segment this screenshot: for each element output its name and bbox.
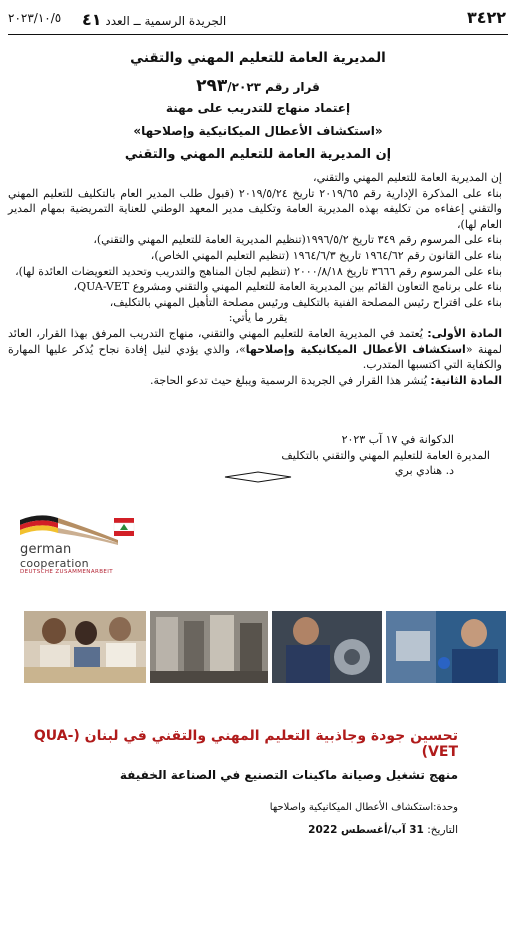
preamble-item: بناء على المذكرة الإدارية رقم ٢٠١٩/٦٥ تاريخ ٢٠١٩/٥/٢٤ (قبول طلب المدير العام بالتكليف للتعليم المهني والتقني إعفاءه من تكليفه بهذه المديرية العامة وتكليف مدير المعهد الوطني للعناية التمريضية بمهام المدير العام لها)، xyxy=(8,186,502,231)
article-1-text-b: »، والذي يؤدي لنيل إفادة نجاح يُذكر عليها المهارة والكفاية التي اكتسبها المتدرب. xyxy=(8,342,502,372)
signature-date: الدكوانة في ١٧ آب ٢٠٢٣ xyxy=(341,433,454,446)
article-2-text: يُنشر هذا القرار في الجريدة الرسمية ويبلغ حيث تدعو الحاجة. xyxy=(150,373,427,387)
separator-diamond-icon xyxy=(224,471,292,483)
article-1-text-a: يُعتمد في المديرية العامة للتعليم المهني والتقني، منهاج التدريب المرفق بهذا القرار، العائد لمهنة « xyxy=(8,326,502,356)
cover-subtitle: منهج تشغيل وصيانة ماكينات التصنيع في الصناعة الخفيفة xyxy=(119,768,458,782)
preamble-item: بناء على المرسوم رقم ٣٦٦٦ تاريخ ٢٠٠٠/٨/١٨ (تنظيم لجان المناهج والتدريب وتحديد التعويضات العائدة لها)، xyxy=(15,264,502,278)
signature-title: المديرة العامة للتعليم المهني والتقني بالتكليف xyxy=(281,448,490,462)
decree-authority: المديرية العامة للتعليم المهني والتقني xyxy=(130,50,386,66)
preamble-item: بناء على المرسوم رقم ٣٤٩ تاريخ ١٩٩٦/٥/٢(تنظيم المديرية العامة للتعليم المهني والتقني)، xyxy=(93,233,502,247)
header-rule xyxy=(8,34,508,35)
logo-word-german: german xyxy=(20,542,72,557)
workshop-students-photo-icon xyxy=(24,611,146,683)
preamble-item: إن المديرية العامة للتعليم المهني والتقني، xyxy=(313,171,502,184)
cover-date-label: التاريخ: xyxy=(427,824,458,836)
gazette-title xyxy=(82,10,226,29)
machine-parts-photo-icon xyxy=(150,611,268,683)
decree-subject-line1: إعتماد منهاج للتدريب على مهنة xyxy=(165,101,351,115)
cover-date xyxy=(308,824,458,836)
photo-strip xyxy=(24,611,506,683)
flags-swoosh-icon xyxy=(18,510,138,546)
decree-body xyxy=(8,170,508,388)
article-2-label: المادة الثانية: xyxy=(430,373,502,387)
decree-number-value: ٢٩٣ xyxy=(196,76,228,96)
preamble-item: بناء على القانون رقم ١٩٦٤/٦٢ تاريخ ١٩٦٤/٦/٣ (تنظيم التعليم المهني الخاص)، xyxy=(150,248,502,262)
decree-number-label: قرار رقم xyxy=(265,80,320,94)
decree-number xyxy=(20,76,496,96)
mechanic-repair-photo-icon xyxy=(272,611,382,683)
article-2 xyxy=(8,373,508,389)
issue-date: ٢٠٢٣/١٠/٥ xyxy=(8,11,62,25)
page-number: ٣٤٢٢ xyxy=(466,8,506,27)
article-1-trade: استكشاف الأعطال الميكانيكية وإصلاحها xyxy=(245,342,466,356)
article-1 xyxy=(8,326,508,373)
logo-word-deutsche: DEUTSCHE ZUSAMMENARBEIT xyxy=(20,569,114,575)
cover-date-value: 31 آب/أغسطس 2022 xyxy=(308,824,424,836)
logo-word-cooperation: cooperation xyxy=(20,557,89,570)
issue-number: ٤١ xyxy=(82,10,102,29)
lab-technician-photo-icon xyxy=(386,611,506,683)
preamble-item: بناء على برنامج التعاون القائم بين المديرية العامة للتعليم المهني والتقني ومشروع QUA-VET، xyxy=(73,280,502,294)
decides-line: يقرر ما يأتي: xyxy=(228,311,288,325)
preamble-item: بناء على اقتراح رئيس المصلحة الفنية بالتكليف ورئيس مصلحة التأهيل المهني بالتكليف، xyxy=(109,295,502,309)
gazette-name: الجريدة الرسمية ــ العدد xyxy=(105,14,227,28)
article-1-label: المادة الأولى: xyxy=(427,326,502,340)
german-cooperation-logo xyxy=(18,510,138,574)
cover-title: تحسين جودة وجاذبية التعليم المهني والتقني في لبنان (QUA-VET) xyxy=(33,728,458,760)
decree-issuer: إن المديرية العامة للتعليم المهني والتقني xyxy=(124,147,392,162)
running-header xyxy=(8,8,508,30)
cover-unit: وحدة:استكشاف الأعطال الميكانيكية واصلاحها xyxy=(269,802,458,813)
decree-subject-line2: «استكشاف الأعطال الميكانيكية وإصلاحها» xyxy=(133,124,383,138)
decree-number-year: /٢٠٢٣ xyxy=(227,80,261,94)
signature-name: د. هنادي بري xyxy=(394,464,454,477)
